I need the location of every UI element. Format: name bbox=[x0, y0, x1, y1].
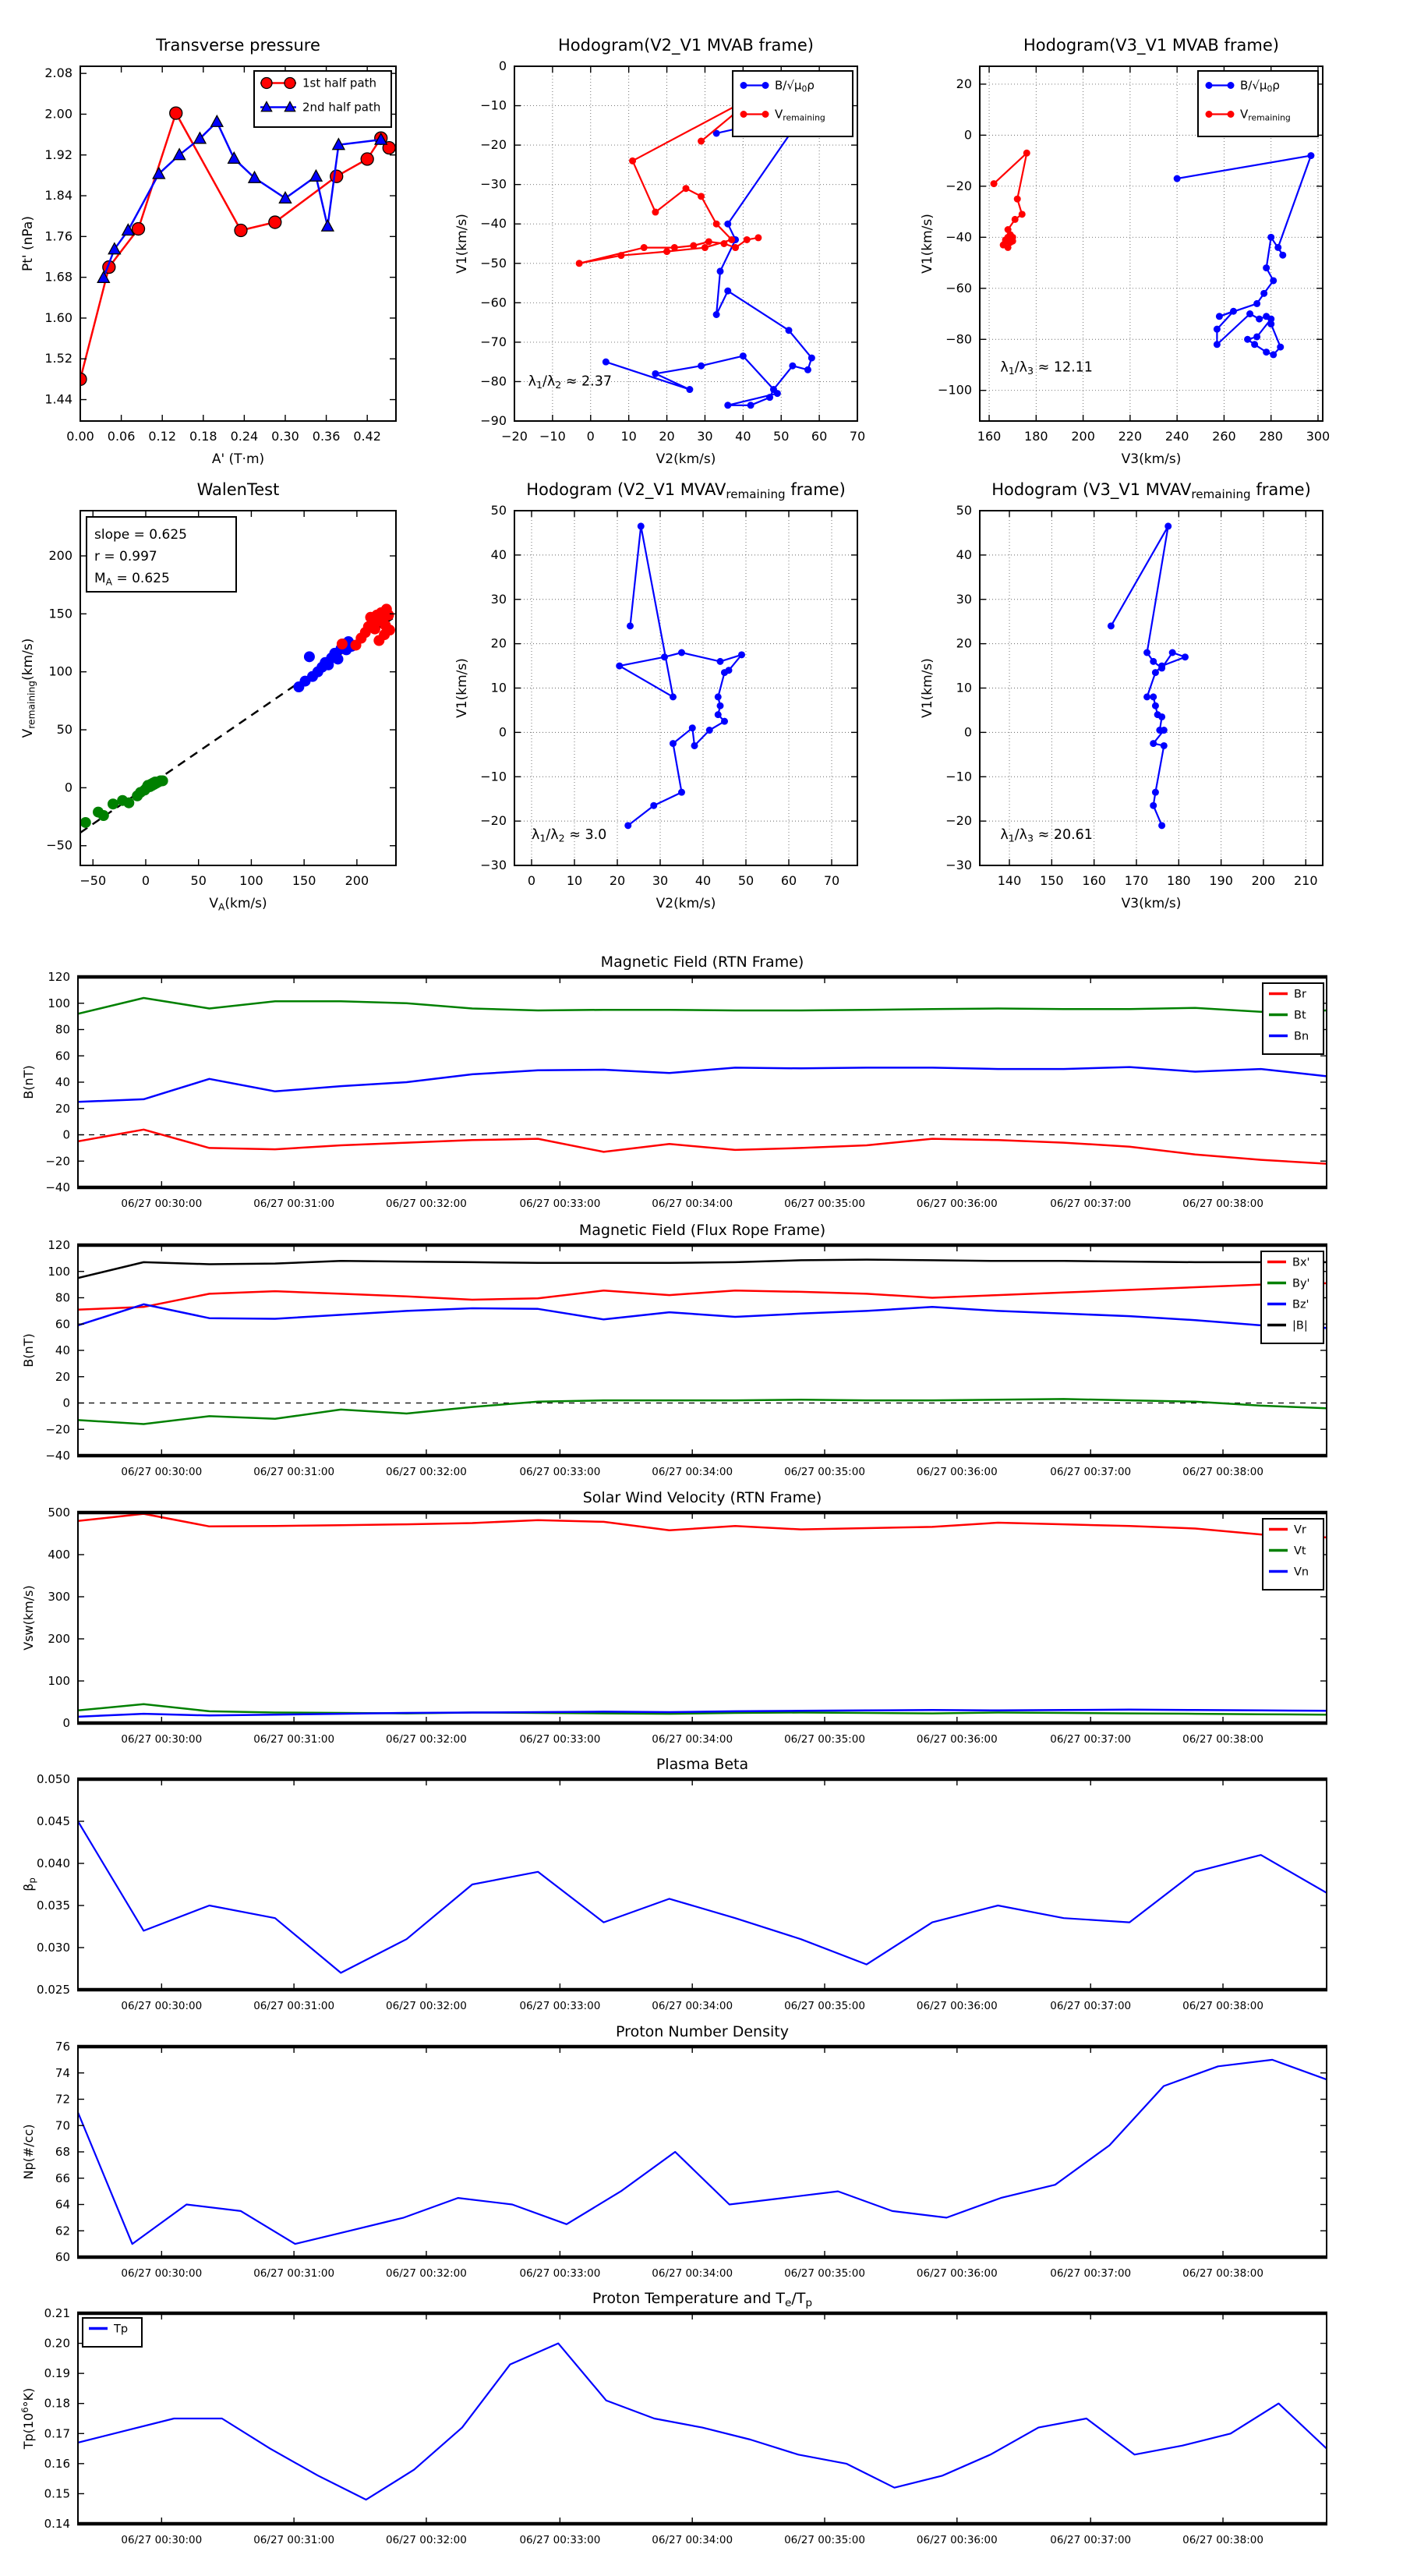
svg-text:0: 0 bbox=[527, 873, 536, 888]
svg-text:0.42: 0.42 bbox=[353, 429, 381, 444]
svg-text:−50: −50 bbox=[480, 255, 507, 271]
hodogram-v3v1-mvav-chart-series bbox=[1108, 522, 1189, 829]
svg-text:06/27 00:33:00: 06/27 00:33:00 bbox=[519, 1198, 601, 1210]
svg-text:06/27 00:31:00: 06/27 00:31:00 bbox=[253, 2534, 335, 2546]
svg-text:0.14: 0.14 bbox=[44, 2517, 70, 2531]
svg-text:−10: −10 bbox=[539, 429, 566, 444]
svg-text:Bx': Bx' bbox=[1292, 1256, 1310, 1269]
svg-text:280: 280 bbox=[1259, 429, 1283, 444]
hodogram-v3v1-mvab-chart-series bbox=[991, 150, 1315, 359]
svg-text:MA = 0.625: $M_A = 0.625$ bbox=[94, 571, 170, 588]
svg-text:240: 240 bbox=[1164, 429, 1189, 444]
svg-text:06/27 00:32:00: 06/27 00:32:00 bbox=[386, 1198, 467, 1210]
svg-text:0: 0 bbox=[498, 724, 507, 740]
svg-text:−40: −40 bbox=[45, 1180, 70, 1194]
hodogram-v2v1-mvav-chart-series bbox=[616, 522, 745, 829]
svg-text:0: 0 bbox=[963, 127, 972, 143]
svg-text:−60: −60 bbox=[945, 280, 972, 295]
svg-text:1.52: 1.52 bbox=[44, 351, 72, 366]
svg-text:06/27 00:31:00: 06/27 00:31:00 bbox=[253, 1198, 335, 1210]
svg-text:Solar Wind Velocity (RTN Frame: Solar Wind Velocity (RTN Frame) bbox=[582, 1489, 822, 1506]
svg-text:B/√μ0ρ: $B/√\mu_0\rho$ bbox=[1240, 78, 1280, 94]
svg-text:100: 100 bbox=[48, 663, 72, 679]
svg-text:06/27 00:34:00: 06/27 00:34:00 bbox=[652, 2000, 733, 2012]
svg-text:300: 300 bbox=[48, 1590, 70, 1604]
svg-text:200: 200 bbox=[48, 547, 72, 563]
svg-text:40: 40 bbox=[55, 1075, 70, 1089]
svg-text:0.045: 0.045 bbox=[37, 1814, 70, 1828]
svg-text:06/27 00:34:00: 06/27 00:34:00 bbox=[652, 1198, 733, 1210]
svg-text:06/27 00:36:00: 06/27 00:36:00 bbox=[916, 2267, 998, 2280]
svg-text:0.18: 0.18 bbox=[189, 429, 217, 444]
svg-text:06/27 00:35:00: 06/27 00:35:00 bbox=[784, 2000, 865, 2012]
svg-text:|B|: |B| bbox=[1292, 1319, 1308, 1332]
svg-text:0.20: 0.20 bbox=[44, 2336, 70, 2351]
svg-text:0: 0 bbox=[586, 429, 595, 444]
svg-text:1.60: 1.60 bbox=[44, 310, 72, 325]
svg-text:2.00: 2.00 bbox=[44, 106, 72, 122]
solar-wind-velocity-chart bbox=[21, 1489, 1327, 1746]
svg-text:170: 170 bbox=[1124, 873, 1149, 888]
svg-text:λ1/λ3 ≈ 12.11: $\lambda_1/\lambda_3 \approx 12.11$ bbox=[1000, 359, 1093, 377]
svg-text:200: 200 bbox=[48, 1632, 70, 1646]
svg-text:0: 0 bbox=[62, 1716, 70, 1730]
svg-text:2.08: 2.08 bbox=[44, 65, 72, 81]
svg-text:λ1/λ2 ≈ 3.0: $\lambda_1/\lambda_2 \approx 3.0$ bbox=[532, 826, 607, 844]
proton-density-chart bbox=[21, 2023, 1327, 2280]
svg-text:0: 0 bbox=[141, 873, 150, 888]
svg-text:0.17: 0.17 bbox=[44, 2426, 70, 2441]
svg-text:06/27 00:32:00: 06/27 00:32:00 bbox=[386, 2267, 467, 2280]
svg-text:70: 70 bbox=[849, 429, 866, 444]
svg-text:−40: −40 bbox=[480, 216, 507, 232]
svg-text:−40: −40 bbox=[45, 1449, 70, 1463]
svg-text:06/27 00:36:00: 06/27 00:36:00 bbox=[916, 1733, 998, 1746]
magnetic-field-flux-rope-chart-legend bbox=[1261, 1251, 1323, 1343]
svg-text:−10: −10 bbox=[480, 769, 507, 784]
svg-text:06/27 00:33:00: 06/27 00:33:00 bbox=[519, 1733, 601, 1746]
magnetic-field-flux-rope-chart-series bbox=[78, 1260, 1327, 1424]
svg-text:60: 60 bbox=[811, 429, 828, 444]
svg-text:−80: −80 bbox=[945, 331, 972, 347]
svg-text:06/27 00:38:00: 06/27 00:38:00 bbox=[1182, 2534, 1263, 2546]
svg-text:06/27 00:30:00: 06/27 00:30:00 bbox=[121, 1466, 203, 1478]
svg-text:λ1/λ2 ≈ 2.37: $\lambda_1/\lambda_2 \approx 2.37$ bbox=[528, 373, 613, 391]
hodogram-v3v1-mvab-chart bbox=[920, 36, 1330, 467]
svg-text:50: 50 bbox=[956, 503, 972, 518]
svg-text:0.12: 0.12 bbox=[148, 429, 177, 444]
svg-text:2nd half path: 2nd half path bbox=[302, 100, 381, 115]
solar-wind-velocity-chart-series bbox=[78, 1514, 1327, 1717]
svg-text:40: 40 bbox=[694, 873, 712, 888]
svg-text:80: 80 bbox=[55, 1022, 70, 1037]
svg-text:06/27 00:33:00: 06/27 00:33:00 bbox=[519, 2267, 601, 2280]
svg-text:06/27 00:38:00: 06/27 00:38:00 bbox=[1182, 1733, 1263, 1746]
svg-text:V1(km/s): V1(km/s) bbox=[454, 658, 470, 718]
svg-text:V2(km/s): V2(km/s) bbox=[656, 451, 716, 467]
svg-text:B(nT): B(nT) bbox=[21, 1065, 36, 1099]
svg-text:06/27 00:37:00: 06/27 00:37:00 bbox=[1050, 2534, 1132, 2546]
solar-wind-velocity-chart-legend bbox=[1263, 1519, 1323, 1590]
svg-text:Vr: Vr bbox=[1294, 1523, 1306, 1537]
hodogram-v2v1-mvab-chart bbox=[454, 36, 865, 467]
svg-text:200: 200 bbox=[1251, 873, 1276, 888]
svg-text:40: 40 bbox=[490, 547, 507, 562]
svg-text:06/27 00:35:00: 06/27 00:35:00 bbox=[784, 1733, 865, 1746]
svg-text:150: 150 bbox=[48, 606, 72, 621]
svg-text:−100: −100 bbox=[938, 382, 972, 398]
svg-text:20: 20 bbox=[659, 429, 675, 444]
svg-text:50: 50 bbox=[490, 503, 507, 518]
svg-text:A' (T·m): A' (T·m) bbox=[211, 451, 265, 467]
svg-text:0: 0 bbox=[62, 1127, 70, 1142]
svg-text:06/27 00:38:00: 06/27 00:38:00 bbox=[1182, 1466, 1263, 1478]
proton-density-chart-series bbox=[78, 2060, 1327, 2244]
svg-text:06/27 00:31:00: 06/27 00:31:00 bbox=[253, 1466, 335, 1478]
svg-text:30: 30 bbox=[652, 873, 669, 888]
svg-text:0.24: 0.24 bbox=[230, 429, 259, 444]
svg-text:06/27 00:33:00: 06/27 00:33:00 bbox=[519, 2534, 601, 2546]
transverse-pressure-chart-legend bbox=[254, 71, 391, 127]
svg-text:180: 180 bbox=[1167, 873, 1191, 888]
svg-text:06/27 00:35:00: 06/27 00:35:00 bbox=[784, 2267, 865, 2280]
svg-text:Vremaining: $V_{remaining}$ bbox=[775, 107, 825, 123]
svg-text:10: 10 bbox=[956, 680, 972, 695]
svg-text:06/27 00:33:00: 06/27 00:33:00 bbox=[519, 2000, 601, 2012]
svg-text:180: 180 bbox=[1024, 429, 1048, 444]
svg-text:1st half path: 1st half path bbox=[302, 76, 377, 90]
svg-text:0.040: 0.040 bbox=[37, 1856, 70, 1870]
svg-text:06/27 00:30:00: 06/27 00:30:00 bbox=[121, 1198, 203, 1210]
svg-text:Bz': Bz' bbox=[1292, 1298, 1309, 1311]
svg-text:slope = 0.625: slope = 0.625 bbox=[94, 527, 187, 543]
svg-text:−10: −10 bbox=[945, 769, 972, 784]
svg-text:−20: −20 bbox=[945, 178, 972, 193]
svg-text:06/27 00:35:00: 06/27 00:35:00 bbox=[784, 2534, 865, 2546]
svg-text:300: 300 bbox=[1306, 429, 1331, 444]
svg-text:06/27 00:32:00: 06/27 00:32:00 bbox=[386, 1466, 467, 1478]
svg-text:260: 260 bbox=[1212, 429, 1236, 444]
svg-text:0: 0 bbox=[62, 1396, 70, 1410]
svg-text:r = 0.997: r = 0.997 bbox=[94, 549, 157, 564]
svg-text:70: 70 bbox=[55, 2118, 70, 2133]
svg-text:06/27 00:30:00: 06/27 00:30:00 bbox=[121, 2000, 203, 2012]
svg-text:100: 100 bbox=[48, 996, 70, 1010]
svg-text:0.19: 0.19 bbox=[44, 2366, 70, 2381]
svg-text:Bn: Bn bbox=[1294, 1030, 1309, 1043]
svg-text:06/27 00:37:00: 06/27 00:37:00 bbox=[1050, 1466, 1132, 1478]
hodogram-v2v1-mvav-chart bbox=[454, 480, 857, 911]
svg-text:100: 100 bbox=[239, 873, 263, 888]
svg-text:06/27 00:34:00: 06/27 00:34:00 bbox=[652, 1733, 733, 1746]
proton-temperature-chart-series bbox=[78, 2344, 1327, 2500]
svg-text:1.68: 1.68 bbox=[44, 269, 72, 285]
svg-text:40: 40 bbox=[55, 1343, 70, 1357]
svg-text:220: 220 bbox=[1118, 429, 1143, 444]
proton-temperature-chart-legend bbox=[83, 2318, 142, 2347]
svg-text:Hodogram(V2_V1 MVAB frame): Hodogram(V2_V1 MVAB frame) bbox=[558, 36, 814, 55]
hodogram-v3v1-mvav-chart bbox=[920, 480, 1323, 911]
svg-text:500: 500 bbox=[48, 1506, 70, 1520]
svg-text:VA(km/s): $V_A(km/s)$ bbox=[209, 896, 267, 913]
svg-text:1.76: 1.76 bbox=[44, 228, 72, 244]
svg-text:Proton Temperature and Te/Tp: Proton Temperature and $T_e/T_p$ bbox=[592, 2290, 813, 2309]
svg-text:06/27 00:37:00: 06/27 00:37:00 bbox=[1050, 1733, 1132, 1746]
svg-text:Br: Br bbox=[1294, 988, 1306, 1001]
svg-text:68: 68 bbox=[55, 2145, 70, 2159]
svg-text:Magnetic Field (Flux Rope Fram: Magnetic Field (Flux Rope Frame) bbox=[578, 1222, 826, 1239]
svg-text:0.06: 0.06 bbox=[107, 429, 136, 444]
svg-text:0.030: 0.030 bbox=[37, 1941, 70, 1955]
svg-text:−20: −20 bbox=[501, 429, 528, 444]
svg-text:0: 0 bbox=[498, 58, 507, 73]
svg-text:V1(km/s): V1(km/s) bbox=[454, 214, 470, 274]
svg-text:−20: −20 bbox=[480, 813, 507, 829]
magnetic-field-rtn-chart-legend bbox=[1263, 983, 1323, 1054]
svg-text:1.92: 1.92 bbox=[44, 147, 72, 162]
svg-text:06/27 00:34:00: 06/27 00:34:00 bbox=[652, 2534, 733, 2546]
svg-text:20: 20 bbox=[55, 1369, 70, 1384]
svg-text:20: 20 bbox=[55, 1101, 70, 1116]
svg-text:06/27 00:30:00: 06/27 00:30:00 bbox=[121, 2267, 203, 2280]
svg-text:−50: −50 bbox=[80, 873, 107, 888]
svg-text:120: 120 bbox=[48, 970, 70, 984]
svg-text:60: 60 bbox=[55, 1049, 70, 1063]
svg-text:20: 20 bbox=[956, 635, 972, 651]
svg-text:−30: −30 bbox=[480, 858, 507, 872]
svg-text:10: 10 bbox=[620, 429, 637, 444]
svg-text:200: 200 bbox=[345, 873, 369, 888]
svg-text:62: 62 bbox=[55, 2224, 70, 2238]
svg-text:B(nT): B(nT) bbox=[21, 1333, 36, 1368]
hodogram-v3v1-mvab-chart-legend bbox=[1198, 71, 1318, 136]
svg-text:−30: −30 bbox=[480, 176, 507, 192]
svg-text:Vn: Vn bbox=[1294, 1566, 1309, 1579]
svg-text:06/27 00:37:00: 06/27 00:37:00 bbox=[1050, 1198, 1132, 1210]
svg-text:50: 50 bbox=[56, 722, 72, 738]
svg-text:βp: $\beta_p$ bbox=[21, 1877, 38, 1891]
svg-text:0.21: 0.21 bbox=[44, 2306, 70, 2320]
svg-text:30: 30 bbox=[490, 591, 507, 607]
svg-text:V3(km/s): V3(km/s) bbox=[1121, 896, 1182, 911]
svg-text:Vremaining(km/s): $V_{remaining}(km/s)$ bbox=[20, 638, 37, 738]
hodogram-v2v1-mvab-chart-series bbox=[576, 90, 815, 409]
svg-text:50: 50 bbox=[190, 873, 207, 888]
svg-text:V2(km/s): V2(km/s) bbox=[656, 896, 716, 911]
svg-text:60: 60 bbox=[55, 1317, 70, 1332]
svg-text:WalenTest: WalenTest bbox=[196, 480, 280, 499]
svg-text:Tp: Tp bbox=[114, 2323, 129, 2336]
svg-text:V1(km/s): V1(km/s) bbox=[920, 214, 935, 274]
svg-text:100: 100 bbox=[48, 1264, 70, 1279]
svg-text:40: 40 bbox=[735, 429, 751, 444]
svg-text:0: 0 bbox=[64, 780, 72, 795]
svg-text:0.30: 0.30 bbox=[271, 429, 299, 444]
svg-text:V3(km/s): V3(km/s) bbox=[1121, 451, 1182, 467]
svg-text:06/27 00:35:00: 06/27 00:35:00 bbox=[784, 1198, 865, 1210]
hodogram-v2v1-mvab-chart-legend bbox=[733, 71, 853, 136]
svg-text:Tp(106°K): $Tp(10^6^\circ K)$ bbox=[19, 2387, 36, 2450]
svg-text:06/27 00:38:00: 06/27 00:38:00 bbox=[1182, 1198, 1263, 1210]
svg-text:0.15: 0.15 bbox=[44, 2486, 70, 2501]
svg-text:0.025: 0.025 bbox=[37, 1983, 70, 1997]
svg-text:120: 120 bbox=[48, 1238, 70, 1252]
svg-text:20: 20 bbox=[490, 635, 507, 651]
svg-text:06/27 00:30:00: 06/27 00:30:00 bbox=[121, 1733, 203, 1746]
svg-text:64: 64 bbox=[55, 2197, 70, 2212]
svg-text:10: 10 bbox=[566, 873, 583, 888]
svg-text:60: 60 bbox=[780, 873, 797, 888]
svg-text:Hodogram (V3_V1 MVAVremaining: Hodogram (V3_V1 $MVAV_{remaining}$ frame) bbox=[991, 480, 1311, 502]
svg-text:200: 200 bbox=[1071, 429, 1095, 444]
svg-text:72: 72 bbox=[55, 2092, 70, 2107]
svg-text:Bt: Bt bbox=[1294, 1009, 1306, 1022]
svg-text:Transverse pressure: Transverse pressure bbox=[156, 36, 320, 55]
svg-text:06/27 00:38:00: 06/27 00:38:00 bbox=[1182, 2000, 1263, 2012]
svg-text:06/27 00:31:00: 06/27 00:31:00 bbox=[253, 1733, 335, 1746]
svg-text:30: 30 bbox=[956, 591, 972, 607]
transverse-pressure-chart bbox=[20, 36, 396, 467]
svg-text:06/27 00:37:00: 06/27 00:37:00 bbox=[1050, 2267, 1132, 2280]
svg-text:Pt' (nPa): Pt' (nPa) bbox=[20, 216, 36, 271]
svg-text:06/27 00:36:00: 06/27 00:36:00 bbox=[916, 1198, 998, 1210]
plasma-beta-chart bbox=[21, 1756, 1327, 2012]
svg-text:140: 140 bbox=[997, 873, 1022, 888]
svg-text:10: 10 bbox=[490, 680, 507, 695]
svg-text:20: 20 bbox=[609, 873, 626, 888]
svg-text:210: 210 bbox=[1293, 873, 1318, 888]
svg-text:40: 40 bbox=[956, 547, 972, 562]
svg-text:20: 20 bbox=[956, 76, 972, 91]
svg-text:06/27 00:32:00: 06/27 00:32:00 bbox=[386, 2534, 467, 2546]
transverse-pressure-chart-series bbox=[74, 107, 395, 385]
svg-text:−10: −10 bbox=[480, 97, 507, 113]
svg-text:Magnetic Field (RTN Frame): Magnetic Field (RTN Frame) bbox=[600, 954, 804, 971]
svg-text:−50: −50 bbox=[46, 837, 72, 853]
svg-text:06/27 00:36:00: 06/27 00:36:00 bbox=[916, 2534, 998, 2546]
svg-text:−40: −40 bbox=[945, 229, 972, 245]
svg-text:−60: −60 bbox=[480, 295, 507, 310]
svg-text:06/27 00:35:00: 06/27 00:35:00 bbox=[784, 1466, 865, 1478]
svg-text:Vt: Vt bbox=[1294, 1545, 1306, 1558]
svg-text:160: 160 bbox=[977, 429, 1002, 444]
svg-text:Vremaining: $V_{remaining}$ bbox=[1240, 107, 1291, 123]
plasma-beta-chart-series bbox=[78, 1821, 1327, 1973]
svg-text:Plasma Beta: Plasma Beta bbox=[656, 1756, 749, 1773]
svg-text:06/27 00:31:00: 06/27 00:31:00 bbox=[253, 2267, 335, 2280]
svg-text:λ1/λ3 ≈ 20.61: $\lambda_1/\lambda_3 \approx 20.61$ bbox=[1000, 826, 1093, 844]
svg-text:0.36: 0.36 bbox=[312, 429, 341, 444]
svg-text:B/√μ0ρ: $B/√\mu_0\rho$ bbox=[775, 78, 815, 94]
svg-text:0.16: 0.16 bbox=[44, 2456, 70, 2471]
svg-text:Hodogram(V3_V1 MVAB frame): Hodogram(V3_V1 MVAB frame) bbox=[1023, 36, 1279, 55]
svg-text:Vsw(km/s): Vsw(km/s) bbox=[21, 1585, 36, 1651]
svg-text:100: 100 bbox=[48, 1674, 70, 1688]
proton-temperature-chart bbox=[19, 2290, 1327, 2546]
svg-text:150: 150 bbox=[292, 873, 316, 888]
svg-text:By': By' bbox=[1292, 1277, 1310, 1290]
svg-text:−90: −90 bbox=[480, 413, 507, 428]
svg-text:30: 30 bbox=[697, 429, 713, 444]
svg-text:−20: −20 bbox=[945, 813, 972, 829]
walen-test-chart bbox=[20, 480, 396, 912]
svg-text:0.18: 0.18 bbox=[44, 2396, 70, 2411]
svg-text:190: 190 bbox=[1209, 873, 1233, 888]
svg-text:06/27 00:32:00: 06/27 00:32:00 bbox=[386, 2000, 467, 2012]
svg-text:74: 74 bbox=[55, 2065, 70, 2080]
svg-text:1.84: 1.84 bbox=[44, 188, 72, 203]
svg-text:06/27 00:30:00: 06/27 00:30:00 bbox=[121, 2534, 203, 2546]
magnetic-field-rtn-chart-series bbox=[78, 998, 1327, 1164]
svg-text:50: 50 bbox=[737, 873, 755, 888]
svg-text:−20: −20 bbox=[45, 1422, 70, 1437]
svg-text:Hodogram (V2_V1 MVAVremaining: Hodogram (V2_V1 $MVAV_{remaining}$ frame) bbox=[526, 480, 846, 502]
svg-text:50: 50 bbox=[773, 429, 790, 444]
svg-text:Proton Number Density: Proton Number Density bbox=[616, 2023, 789, 2040]
svg-text:06/27 00:32:00: 06/27 00:32:00 bbox=[386, 1733, 467, 1746]
svg-text:150: 150 bbox=[1040, 873, 1064, 888]
svg-text:−70: −70 bbox=[480, 334, 507, 349]
svg-text:0.050: 0.050 bbox=[37, 1772, 70, 1786]
svg-text:80: 80 bbox=[55, 1290, 70, 1305]
svg-text:−30: −30 bbox=[945, 858, 972, 872]
svg-text:70: 70 bbox=[823, 873, 840, 888]
svg-text:Np(#/cc): Np(#/cc) bbox=[21, 2124, 36, 2180]
svg-text:−20: −20 bbox=[45, 1154, 70, 1169]
svg-text:0: 0 bbox=[963, 724, 972, 740]
svg-text:06/27 00:37:00: 06/27 00:37:00 bbox=[1050, 2000, 1132, 2012]
walen-test-chart-series bbox=[80, 603, 395, 833]
svg-text:76: 76 bbox=[55, 2040, 70, 2054]
svg-text:06/27 00:36:00: 06/27 00:36:00 bbox=[916, 1466, 998, 1478]
svg-text:06/27 00:31:00: 06/27 00:31:00 bbox=[253, 2000, 335, 2012]
svg-text:06/27 00:38:00: 06/27 00:38:00 bbox=[1182, 2267, 1263, 2280]
svg-text:0.00: 0.00 bbox=[66, 429, 94, 444]
svg-text:0.035: 0.035 bbox=[37, 1898, 70, 1913]
svg-text:−80: −80 bbox=[480, 373, 507, 389]
svg-text:06/27 00:34:00: 06/27 00:34:00 bbox=[652, 2267, 733, 2280]
svg-text:V1(km/s): V1(km/s) bbox=[920, 658, 935, 718]
svg-text:160: 160 bbox=[1082, 873, 1106, 888]
svg-text:60: 60 bbox=[55, 2250, 70, 2264]
svg-text:66: 66 bbox=[55, 2171, 70, 2185]
svg-text:06/27 00:33:00: 06/27 00:33:00 bbox=[519, 1466, 601, 1478]
svg-text:06/27 00:34:00: 06/27 00:34:00 bbox=[652, 1466, 733, 1478]
svg-text:1.44: 1.44 bbox=[44, 391, 72, 407]
svg-text:400: 400 bbox=[48, 1548, 70, 1562]
magnetic-field-flux-rope-chart bbox=[21, 1222, 1327, 1478]
magnetic-field-rtn-chart bbox=[21, 954, 1327, 1210]
svg-text:−20: −20 bbox=[480, 137, 507, 153]
svg-text:06/27 00:36:00: 06/27 00:36:00 bbox=[916, 2000, 998, 2012]
